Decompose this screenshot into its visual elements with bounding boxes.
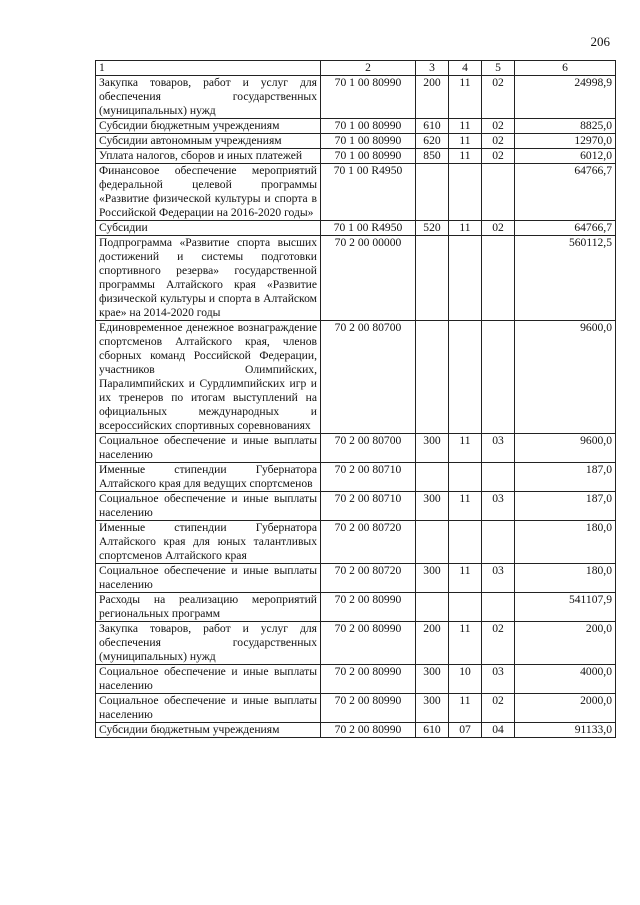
row-code-cell: 70 2 00 00000 [321, 236, 416, 321]
row-pr-cell: 03 [482, 665, 515, 694]
row-vr-cell: 300 [416, 665, 449, 694]
row-name-cell: Уплата налогов, сборов и иных платежей [96, 149, 321, 164]
row-rz-cell: 11 [449, 119, 482, 134]
budget-table-body [96, 61, 616, 738]
row-pr-cell: 03 [482, 492, 515, 521]
header-col-4: 4 [449, 61, 482, 76]
row-sum-cell: 24998,9 [515, 76, 616, 119]
row-sum-cell: 64766,7 [515, 164, 616, 221]
table-row [96, 236, 616, 321]
table-row [96, 463, 616, 492]
row-rz-cell: 11 [449, 622, 482, 665]
table-row [96, 134, 616, 149]
row-vr-cell: 200 [416, 622, 449, 665]
row-name-cell: Субсидии бюджетным учреждениям [96, 119, 321, 134]
table-row [96, 564, 616, 593]
row-rz-cell: 11 [449, 134, 482, 149]
row-rz-cell: 11 [449, 221, 482, 236]
row-sum-cell: 8825,0 [515, 119, 616, 134]
header-col-5: 5 [482, 61, 515, 76]
page-number: 206 [590, 34, 610, 49]
row-code-cell: 70 2 00 80990 [321, 694, 416, 723]
row-code-cell: 70 1 00 80990 [321, 119, 416, 134]
row-vr-cell: 850 [416, 149, 449, 164]
row-name-cell: Социальное обеспечение и иные выплаты населению [96, 694, 321, 723]
row-name-cell: Закупка товаров, работ и услуг для обеспечения государственных (муниципальных) нужд [96, 76, 321, 119]
row-rz-cell: 10 [449, 665, 482, 694]
row-name-cell: Расходы на реализацию мероприятий региональных программ [96, 593, 321, 622]
row-vr-cell: 300 [416, 564, 449, 593]
row-code-cell: 70 2 00 80710 [321, 463, 416, 492]
table-row [96, 149, 616, 164]
row-pr-cell: 02 [482, 221, 515, 236]
row-name-cell: Субсидии бюджетным учреждениям [96, 723, 321, 738]
row-name-cell: Социальное обеспечение и иные выплаты населению [96, 434, 321, 463]
row-pr-cell: 02 [482, 149, 515, 164]
row-pr-cell [482, 321, 515, 434]
header-col-1: 1 [96, 61, 321, 76]
row-name-cell: Именные стипендии Губернатора Алтайского края для ведущих спортсменов [96, 463, 321, 492]
row-code-cell: 70 1 00 80990 [321, 134, 416, 149]
row-vr-cell: 300 [416, 434, 449, 463]
row-name-cell: Именные стипендии Губернатора Алтайского края для юных талантливых спортсменов Алтайского края [96, 521, 321, 564]
row-code-cell: 70 2 00 80720 [321, 564, 416, 593]
row-code-cell: 70 1 00 80990 [321, 76, 416, 119]
row-rz-cell [449, 593, 482, 622]
budget-table [95, 60, 616, 738]
row-rz-cell [449, 164, 482, 221]
row-vr-cell: 300 [416, 694, 449, 723]
row-vr-cell [416, 521, 449, 564]
table-row [96, 164, 616, 221]
row-pr-cell: 02 [482, 76, 515, 119]
row-code-cell: 70 2 00 80710 [321, 492, 416, 521]
row-vr-cell: 610 [416, 119, 449, 134]
row-sum-cell: 91133,0 [515, 723, 616, 738]
row-vr-cell [416, 593, 449, 622]
row-rz-cell: 11 [449, 564, 482, 593]
row-sum-cell: 187,0 [515, 492, 616, 521]
row-code-cell: 70 2 00 80990 [321, 723, 416, 738]
row-sum-cell: 541107,9 [515, 593, 616, 622]
row-code-cell: 70 2 00 80700 [321, 434, 416, 463]
row-vr-cell [416, 321, 449, 434]
row-vr-cell [416, 463, 449, 492]
row-rz-cell: 11 [449, 694, 482, 723]
row-sum-cell: 560112,5 [515, 236, 616, 321]
row-code-cell: 70 2 00 80990 [321, 622, 416, 665]
row-vr-cell [416, 164, 449, 221]
row-pr-cell: 02 [482, 119, 515, 134]
row-pr-cell: 03 [482, 564, 515, 593]
row-code-cell: 70 1 00 R4950 [321, 221, 416, 236]
row-rz-cell [449, 236, 482, 321]
row-pr-cell: 02 [482, 694, 515, 723]
table-row [96, 76, 616, 119]
row-code-cell: 70 2 00 80990 [321, 593, 416, 622]
table-row [96, 221, 616, 236]
row-name-cell: Социальное обеспечение и иные выплаты населению [96, 564, 321, 593]
row-pr-cell: 03 [482, 434, 515, 463]
row-code-cell: 70 1 00 80990 [321, 149, 416, 164]
row-rz-cell [449, 521, 482, 564]
row-sum-cell: 64766,7 [515, 221, 616, 236]
row-sum-cell: 187,0 [515, 463, 616, 492]
header-col-6: 6 [515, 61, 616, 76]
row-name-cell: Закупка товаров, работ и услуг для обеспечения государственных (муниципальных) нужд [96, 622, 321, 665]
row-pr-cell [482, 236, 515, 321]
table-row [96, 521, 616, 564]
row-vr-cell [416, 236, 449, 321]
row-sum-cell: 6012,0 [515, 149, 616, 164]
row-pr-cell [482, 593, 515, 622]
row-sum-cell: 2000,0 [515, 694, 616, 723]
table-row [96, 321, 616, 434]
row-rz-cell: 11 [449, 434, 482, 463]
row-pr-cell [482, 521, 515, 564]
table-row [96, 622, 616, 665]
row-rz-cell [449, 321, 482, 434]
row-sum-cell: 200,0 [515, 622, 616, 665]
row-sum-cell: 180,0 [515, 564, 616, 593]
row-name-cell: Единовременное денежное вознаграждение спортсменов Алтайского края, членов сборных команд Российской Федерации, участников Олимпийских, Паралимпийских и Сурдлимпийских игр и их тренеров по итогам выступлений на официальных международных и всероссийских спортивных соревнованиях [96, 321, 321, 434]
row-rz-cell: 07 [449, 723, 482, 738]
row-pr-cell: 02 [482, 134, 515, 149]
row-code-cell: 70 2 00 80720 [321, 521, 416, 564]
table-row [96, 434, 616, 463]
row-vr-cell: 520 [416, 221, 449, 236]
row-name-cell: Финансовое обеспечение мероприятий федеральной целевой программы «Развитие физической культуры и спорта в Российской Федерации на 2016-2020 годы» [96, 164, 321, 221]
row-name-cell: Субсидии [96, 221, 321, 236]
row-pr-cell: 04 [482, 723, 515, 738]
row-rz-cell: 11 [449, 76, 482, 119]
table-header-row [96, 61, 616, 76]
row-vr-cell: 200 [416, 76, 449, 119]
table-row [96, 723, 616, 738]
row-rz-cell [449, 463, 482, 492]
row-sum-cell: 4000,0 [515, 665, 616, 694]
row-pr-cell [482, 164, 515, 221]
row-sum-cell: 9600,0 [515, 434, 616, 463]
row-pr-cell: 02 [482, 622, 515, 665]
row-rz-cell: 11 [449, 149, 482, 164]
row-code-cell: 70 1 00 R4950 [321, 164, 416, 221]
row-sum-cell: 180,0 [515, 521, 616, 564]
row-rz-cell: 11 [449, 492, 482, 521]
row-name-cell: Социальное обеспечение и иные выплаты населению [96, 665, 321, 694]
row-vr-cell: 300 [416, 492, 449, 521]
row-sum-cell: 12970,0 [515, 134, 616, 149]
row-code-cell: 70 2 00 80700 [321, 321, 416, 434]
header-col-2: 2 [321, 61, 416, 76]
table-row [96, 593, 616, 622]
row-vr-cell: 620 [416, 134, 449, 149]
table-row [96, 119, 616, 134]
table-row [96, 694, 616, 723]
row-sum-cell: 9600,0 [515, 321, 616, 434]
header-col-3: 3 [416, 61, 449, 76]
table-row [96, 492, 616, 521]
row-name-cell: Социальное обеспечение и иные выплаты населению [96, 492, 321, 521]
row-name-cell: Субсидии автономным учреждениям [96, 134, 321, 149]
row-vr-cell: 610 [416, 723, 449, 738]
row-code-cell: 70 2 00 80990 [321, 665, 416, 694]
row-pr-cell [482, 463, 515, 492]
row-name-cell: Подпрограмма «Развитие спорта высших достижений и системы подготовки спортивного резерва» государственной программы Алтайского края «Развитие физической культуры и спорта в Алтайском крае» на 2014-2020 годы [96, 236, 321, 321]
table-row [96, 665, 616, 694]
